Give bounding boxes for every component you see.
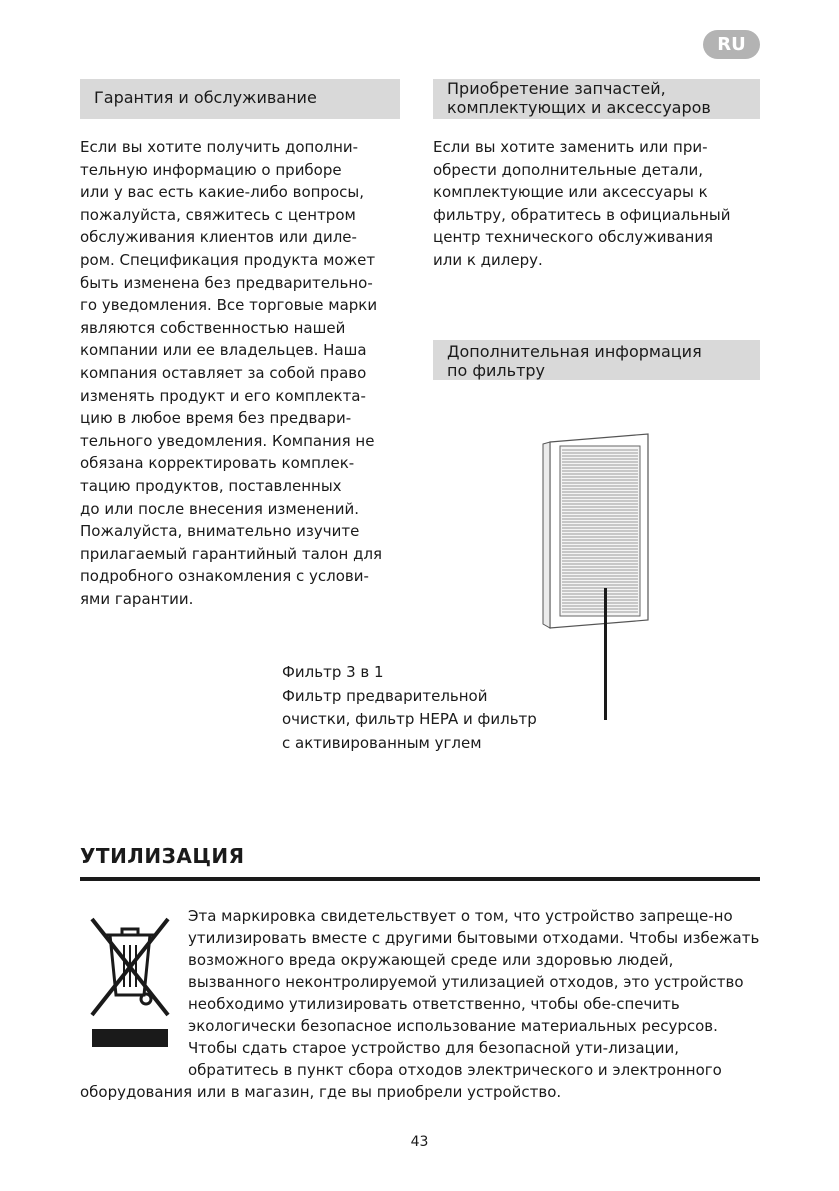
filter-info-heading <box>433 340 760 380</box>
parts-text: Если вы хотите заменить или при- обрести дополнительные детали, комплектующие или аксессуары к фильтру, обратитесь в официальный центр технического обслуживания или к дилеру. <box>433 138 731 269</box>
filter-illustration <box>540 430 650 630</box>
warranty-heading-text: Гарантия и обслуживание <box>94 88 317 107</box>
filter-info-heading-line2: по фильтру <box>447 361 546 380</box>
filter-caption: Фильтр 3 в 1 Фильтр предварительной очистки, фильтр HEPA и фильтр с активированным углем <box>282 663 537 752</box>
filter-info-heading-line1: Дополнительная информация <box>447 342 702 361</box>
warranty-heading <box>80 79 400 119</box>
disposal-text: Эта маркировка свидетельствует о том, что устройство запреще-но утилизировать вместе с другими бытовыми отходами. Чтобы избежать возможного вреда окружающей среде или здоровью людей, вызванного неконтролируемой утилизацией отходов, это устройство необходимо утилизировать ответственно, чтобы обе-спечить экологически безопасное использование материальных ресурсов. Чтобы сдать старое устройство для безопасной ути-лизации, обратитесь в пункт сбора отходов электрического и электронного оборудования или в магазин, где вы приобрели устройство. <box>80 907 760 1101</box>
parts-heading-line1: Приобретение запчастей, <box>447 79 666 98</box>
language-badge: RU <box>703 30 760 59</box>
filter-leader-line <box>604 588 607 720</box>
disposal-title: УТИЛИЗАЦИЯ <box>80 844 245 868</box>
warranty-text: Если вы хотите получить дополни- тельную информацию о приборе или у вас есть какие-либо вопросы, пожалуйста, свяжитесь с центром обслуживания клиентов или диле- ром. Спецификация продукта может быть изменена без предварительно- го уведомления. Все торговые марки являются собственностью нашей компании или ее владельцев. Наша компания оставляет за собой право изменять продукт и его комплекта- цию в любое время без предвари- тельного уведомления. Компания не обязана корректировать комплек- тацию продуктов, поставленных до или после внесения изменений. Пожалуйста, внимательно изучите прилагаемый гарантийный талон для подробного ознакомления с услови- ями гарантии. <box>80 138 383 608</box>
weee-bin-icon <box>80 905 188 1061</box>
parts-heading-line2: комплектующих и аксессуаров <box>447 98 711 117</box>
parts-heading <box>433 79 760 119</box>
disposal-divider <box>80 877 760 881</box>
disposal-text-block <box>80 905 760 1103</box>
page-number: 43 <box>410 1134 429 1150</box>
